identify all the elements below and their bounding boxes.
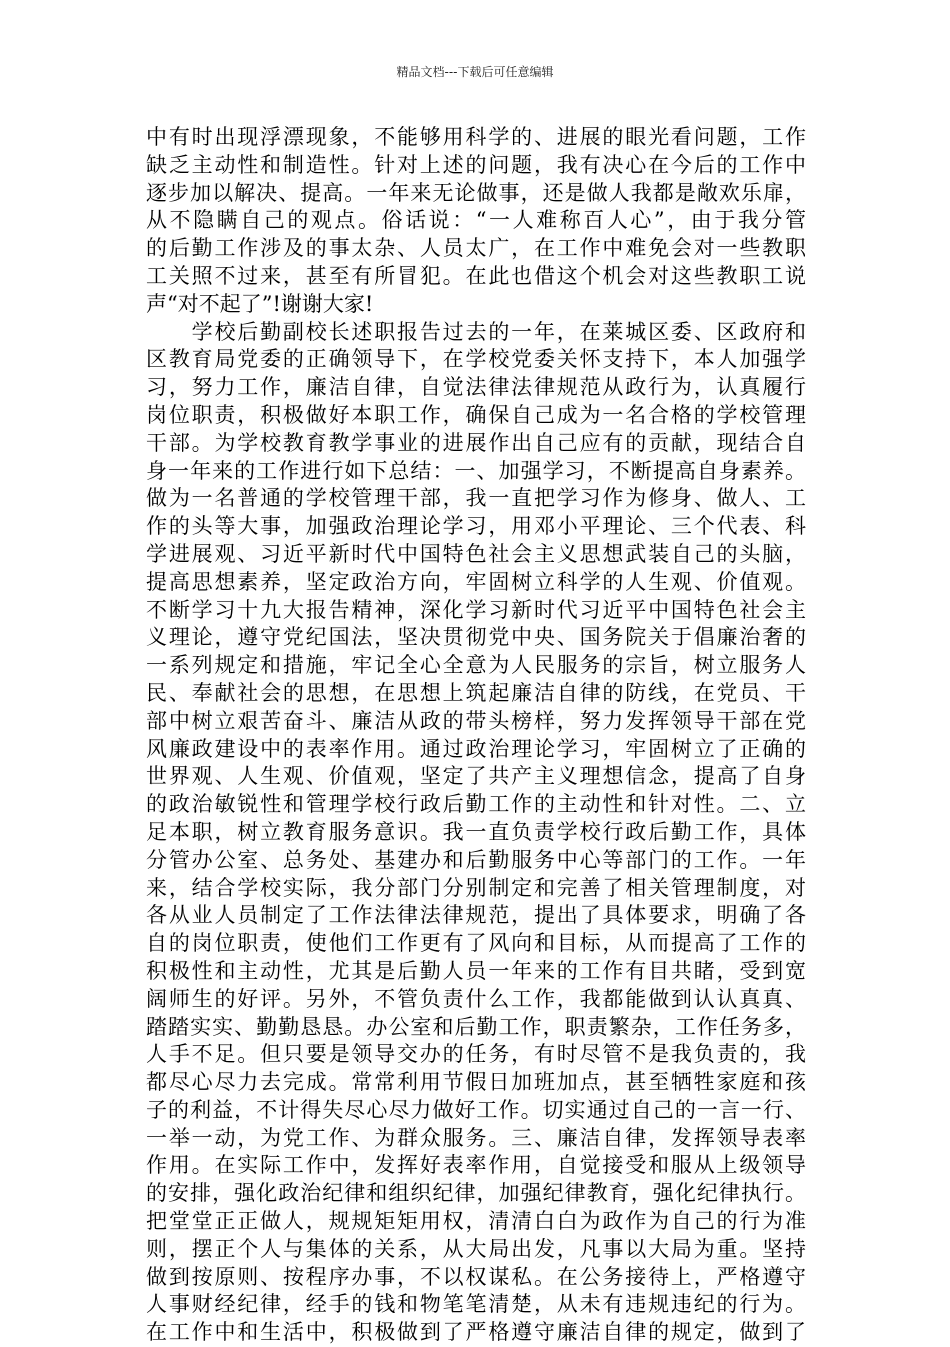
text-line: 做为一名普通的学校管理干部，我一直把学习作为修身、做人、工 xyxy=(146,486,806,511)
text-line: 风廉政建设中的表率作用。通过政治理论学习，牢固树立了正确的 xyxy=(146,736,806,761)
text-line: 学校后勤副校长述职报告过去的一年，在莱城区委、区政府和 xyxy=(146,319,806,344)
text-line: 的后勤工作涉及的事太杂、人员太广，在工作中难免会对一些教职 xyxy=(146,236,806,261)
text-line: 世界观、人生观、价值观，坚定了共产主义理想信念，提高了自身 xyxy=(146,764,806,789)
text-line: 则，摆正个人与集体的关系，从大局出发，凡事以大局为重。坚持 xyxy=(146,1236,806,1261)
text-line: 学进展观、习近平新时代中国特色社会主义思想武装自己的头脑， xyxy=(146,541,806,566)
text-line: 来，结合学校实际，我分部门分别制定和完善了相关管理制度，对 xyxy=(146,875,806,900)
text-line: 区教育局党委的正确领导下，在学校党委关怀支持下，本人加强学 xyxy=(146,347,806,372)
text-line: 人事财经纪律，经手的钱和物笔笔清楚，从未有违规违纪的行为。 xyxy=(146,1292,806,1317)
text-line: 做到按原则、按程序办事，不以权谋私。在公务接待上，严格遵守 xyxy=(146,1264,806,1289)
text-line: 都尽心尽力去完成。常常利用节假日加班加点，甚至牺牲家庭和孩 xyxy=(146,1070,806,1095)
text-line: 身一年来的工作进行如下总结：一、加强学习，不断提高自身素养。 xyxy=(146,458,806,483)
text-line: 工关照不过来，甚至有所冒犯。在此也借这个机会对这些教职工说 xyxy=(146,263,806,288)
text-line: 一系列规定和措施，牢记全心全意为人民服务的宗旨，树立服务人 xyxy=(146,653,806,678)
text-line: 的政治敏锐性和管理学校行政后勤工作的主动性和针对性。二、立 xyxy=(146,792,806,817)
text-line: 义理论，遵守党纪国法，坚决贯彻党中央、国务院关于倡廉治奢的 xyxy=(146,625,806,650)
text-line: 不断学习十九大报告精神，深化学习新时代习近平中国特色社会主 xyxy=(146,597,806,622)
text-line: 中有时出现浮漂现象，不能够用科学的、进展的眼光看问题，工作 xyxy=(146,125,806,149)
text-line: 积极性和主动性，尤其是后勤人员一年来的工作有目共睹，受到宽 xyxy=(146,958,806,983)
text-line: 人手不足。但只要是领导交办的任务，有时尽管不是我负责的，我 xyxy=(146,1042,806,1067)
text-line: 从不隐瞒自己的观点。俗话说：“一人难称百人心”，由于我分管 xyxy=(146,208,806,233)
text-line: 各从业人员制定了工作法律法律规范，提出了具体要求，明确了各 xyxy=(146,903,806,928)
text-line: 在工作中和生活中，积极做到了严格遵守廉洁自律的规定，做到了 xyxy=(146,1320,806,1345)
text-line: 干部。为学校教育教学事业的进展作出自己应有的贡献，现结合自 xyxy=(146,430,806,455)
text-line: 子的利益，不计得失尽心尽力做好工作。切实通过自己的一言一行、 xyxy=(146,1097,806,1122)
text-line: 自的岗位职责，使他们工作更有了风向和目标，从而提高了工作的 xyxy=(146,931,806,956)
text-line: 作用。在实际工作中，发挥好表率作用，自觉接受和服从上级领导 xyxy=(146,1153,806,1178)
text-line: 踏踏实实、勤勤恳恳。办公室和后勤工作，职责繁杂，工作任务多， xyxy=(146,1014,806,1039)
text-line: 民、奉献社会的思想，在思想上筑起廉洁自律的防线，在党员、干 xyxy=(146,680,806,705)
text-line: 把堂堂正正做人，规规矩矩用权，清清白白为政作为自己的行为准 xyxy=(146,1209,806,1234)
page-header: 精品文档---下载后可任意编辑 xyxy=(396,65,554,79)
text-line: 缺乏主动性和制造性。针对上述的问题，我有决心在今后的工作中 xyxy=(146,152,806,177)
text-line: 阔师生的好评。另外，不管负责什么工作，我都能做到认认真真、 xyxy=(146,986,806,1011)
text-line: 作的头等大事，加强政治理论学习，用邓小平理论、三个代表、科 xyxy=(146,514,806,539)
document-body xyxy=(146,124,806,1347)
text-line: 逐步加以解决、提高。一年来无论做事，还是做人我都是敞欢乐扉， xyxy=(146,180,806,205)
text-line: 分管办公室、总务处、基建办和后勤服务中心等部门的工作。一年 xyxy=(146,847,806,872)
text-line: 提高思想素养，坚定政治方向，牢固树立科学的人生观、价值观。 xyxy=(146,569,806,594)
text-line: 习，努力工作，廉洁自律，自觉法律法律规范从政行为，认真履行 xyxy=(146,375,806,400)
text-line: 部中树立艰苦奋斗、廉洁从政的带头榜样，努力发挥领导干部在党 xyxy=(146,708,806,733)
text-line: 岗位职责，积极做好本职工作，确保自己成为一名合格的学校管理 xyxy=(146,402,806,427)
text-line: 的安排，强化政治纪律和组织纪律，加强纪律教育，强化纪律执行。 xyxy=(146,1181,806,1206)
text-line: 声“对不起了”!谢谢大家! xyxy=(146,291,374,316)
text-line: 足本职，树立教育服务意识。我一直负责学校行政后勤工作，具体 xyxy=(146,819,806,844)
text-line: 一举一动，为党工作、为群众服务。三、廉洁自律，发挥领导表率 xyxy=(146,1125,806,1150)
